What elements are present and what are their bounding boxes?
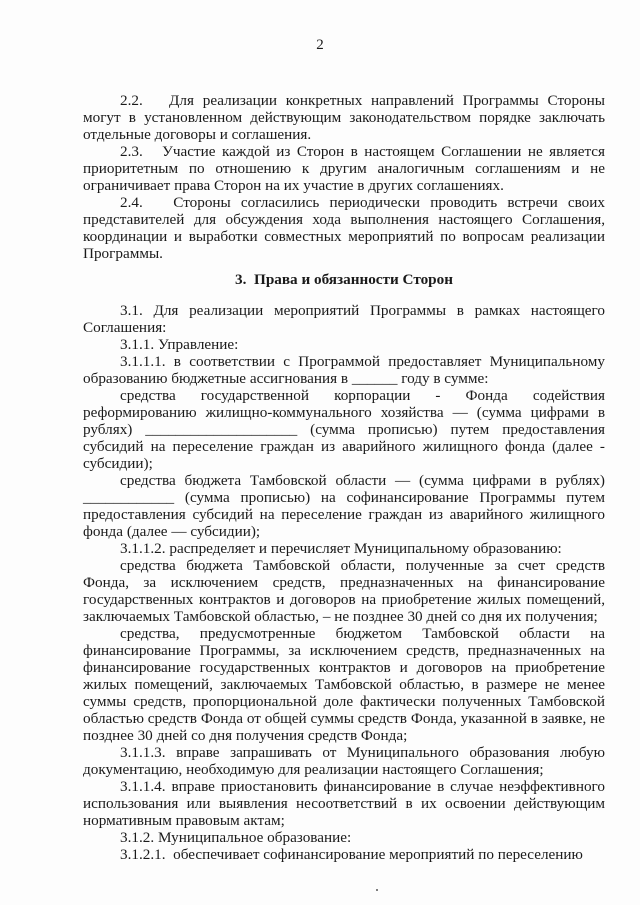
paragraph-fund-distribution: средства бюджета Тамбовской области, полученные за счет средств Фонда, за исключением средств, предназначенных на финансирование государственных контрактов и договоров на приобретение жилых помещений, заключаемых Тамбовской областью, – не позднее 30 дней со дня их получения; [83, 557, 605, 625]
document-body [83, 92, 605, 863]
section-heading: 3. Права и обязанности Сторон [235, 271, 453, 288]
paragraph-3-1-2-1: 3.1.2.1. обеспечивает софинансирование мероприятий по переселению [120, 846, 583, 863]
paragraph-3-1-2: 3.1.2. Муниципальное образование: [120, 829, 352, 846]
paragraph-3-1-1-3: 3.1.1.3. вправе запрашивать от Муниципального образования любую документацию, необходимую для реализации настоящего Соглашения; [83, 744, 605, 778]
paragraph-3-1-1-1: 3.1.1.1. в соответствии с Программой предоставляет Муниципальному образованию бюджетные ассигнования в ______ году в сумме: [83, 353, 605, 387]
paragraph-2-3: 2.3. Участие каждой из Сторон в настоящем Соглашении не является приоритетным по отношению к другим аналогичным соглашениям и не ограничивает права Сторон на их участие в других соглашениях. [83, 143, 605, 194]
paragraph-budget-distribution: средства, предусмотренные бюджетом Тамбовской области на финансирование Программы, за исключением средств, предназначенных на финансирование государственных контрактов и договоров на приобретение жилых помещений, заключаемых Тамбовской областью, в размере не менее суммы средств, пропорциональной доле фактически полученных Тамбовской областью средств Фонда от общей суммы средств Фонда, указанной в заявке, не позднее 30 дней со дня получения средств Фонда; [83, 625, 605, 744]
paragraph-3-1-1: 3.1.1. Управление: [120, 336, 239, 353]
paragraph-3-1-1-2: 3.1.1.2. распределяет и перечисляет Муниципальному образованию: [120, 540, 562, 557]
paragraph-3-1-1-4: 3.1.1.4. вправе приостановить финансирование в случае неэффективного использования или выявления несоответствий в их освоении действующим нормативным правовым актам; [83, 778, 605, 829]
scan-dot [376, 889, 378, 891]
paragraph-3-1: 3.1. Для реализации мероприятий Программы в рамках настоящего Соглашения: [83, 302, 605, 336]
page-number: 2 [316, 37, 324, 53]
paragraph-2-2: 2.2. Для реализации конкретных направлений Программы Стороны могут в установленном действующим законодательством порядке заключать отдельные договоры и соглашения. [83, 92, 605, 143]
paragraph-2-4: 2.4. Стороны согласились периодически проводить встречи своих представителей для обсуждения хода выполнения настоящего Соглашения, координации и выработки совместных мероприятий по вопросам реализации Программы. [83, 194, 605, 262]
paragraph-fund-funds: средства государственной корпорации - Фонда содействия реформированию жилищно-коммунального хозяйства — (сумма цифрами в рублях) ____________________ (сумма прописью) путем предоставления субсидий на переселение граждан из аварийного жилищного фонда (далее - субсидии); [83, 387, 605, 472]
paragraph-regional-budget: средства бюджета Тамбовской области — (сумма цифрами в рублях) ____________ (сумма прописью) на софинансирование Программы путем предоставления субсидий на переселение граждан из аварийного жилищного фонда (далее — субсидии); [83, 472, 605, 540]
